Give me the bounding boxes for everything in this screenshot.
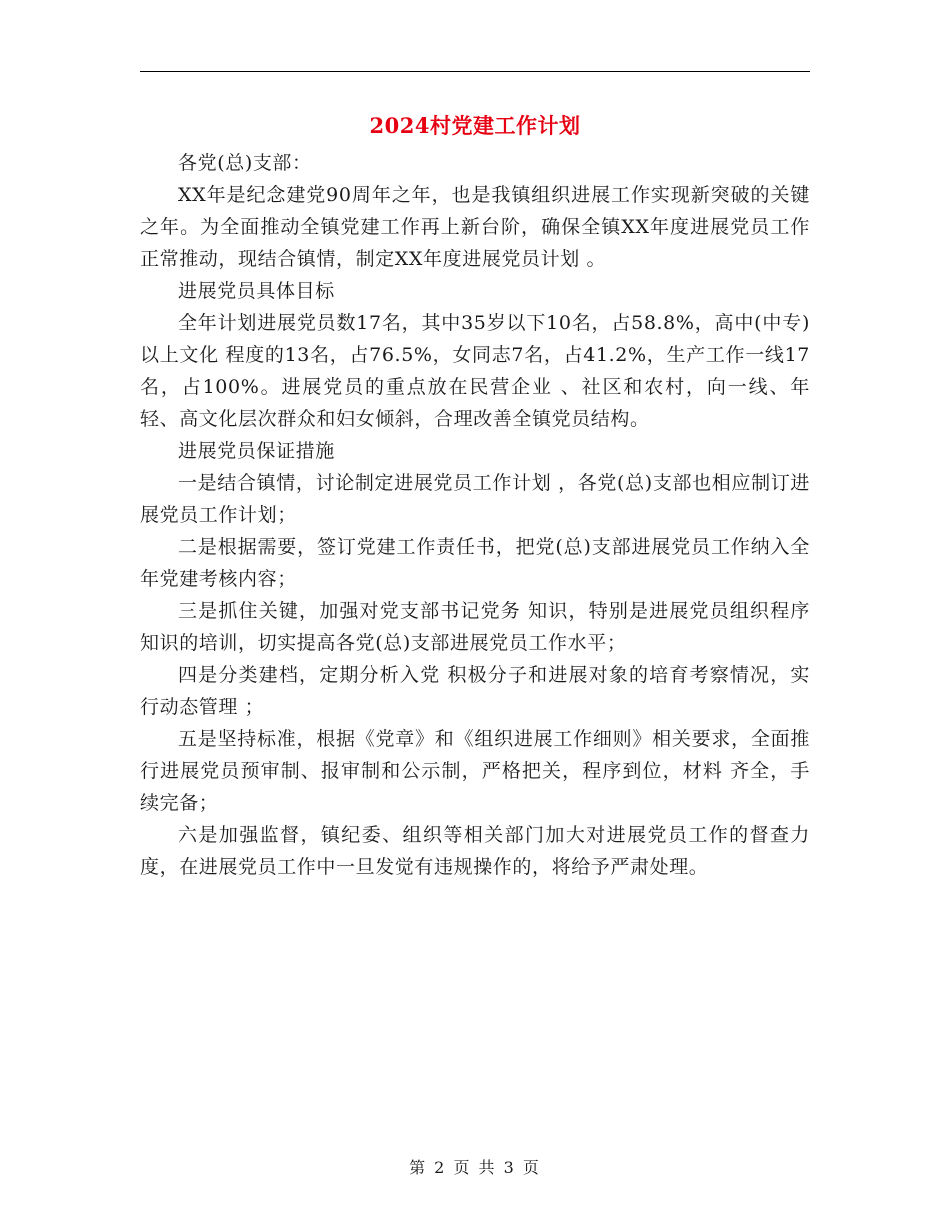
salutation-paragraph: 各党(总)支部： bbox=[178, 152, 312, 174]
document-body bbox=[140, 147, 810, 883]
page-number-footer: 第 2 页 共 3 页 bbox=[409, 1158, 541, 1177]
header-rule bbox=[140, 71, 810, 72]
section-heading-goals: 进展党员具体目标 bbox=[178, 280, 335, 302]
measure-paragraph-4: 四是分类建档，定期分析入党 积极分子和进展对象的培育考察情况，实行动态管理 ； bbox=[140, 664, 810, 718]
measure-paragraph-3: 三是抓住关键，加强对党支部书记党务 知识，特别是进展党员组织程序知识的培训，切实提高各党(总)支部进展党员工作水平； bbox=[140, 600, 810, 654]
measure-paragraph-5: 五是坚持标准，根据《党章》和《组织进展工作细则》相关要求，全面推行进展党员预审制、报审制和公示制，严格把关，程序到位，材料 齐全，手续完备； bbox=[140, 728, 810, 814]
measure-paragraph-6: 六是加强监督，镇纪委、组织等相关部门加大对进展党员工作的督查力度，在进展党员工作中一旦发觉有违规操作的，将给予严肃处理。 bbox=[140, 824, 810, 878]
section-heading-measures: 进展党员保证措施 bbox=[178, 440, 335, 462]
goals-paragraph: 全年计划进展党员数17名，其中35岁以下10名，占58.8%，高中(中专)以上文化 程度的13名，占76.5%，女同志7名，占41.2%，生产工作一线17名，占100%。进展党员的重点放在民营企业 、社区和农村，向一线、年轻、高文化层次群众和妇女倾斜，合理改善全镇党员结构。 bbox=[140, 312, 810, 430]
intro-paragraph: XX年是纪念建党90周年之年，也是我镇组织进展工作实现新突破的关键之年。为全面推动全镇党建工作再上新台阶，确保全镇XX年度进展党员工作正常推动，现结合镇情，制定XX年度进展党员计划 。 bbox=[140, 184, 810, 270]
measure-paragraph-1: 一是结合镇情，讨论制定进展党员工作计划 ，各党(总)支部也相应制订进展党员工作计划； bbox=[140, 472, 810, 526]
measure-paragraph-2: 二是根据需要，签订党建工作责任书，把党(总)支部进展党员工作纳入全年党建考核内容； bbox=[140, 536, 810, 590]
document-title: 2024村党建工作计划 bbox=[369, 113, 581, 138]
